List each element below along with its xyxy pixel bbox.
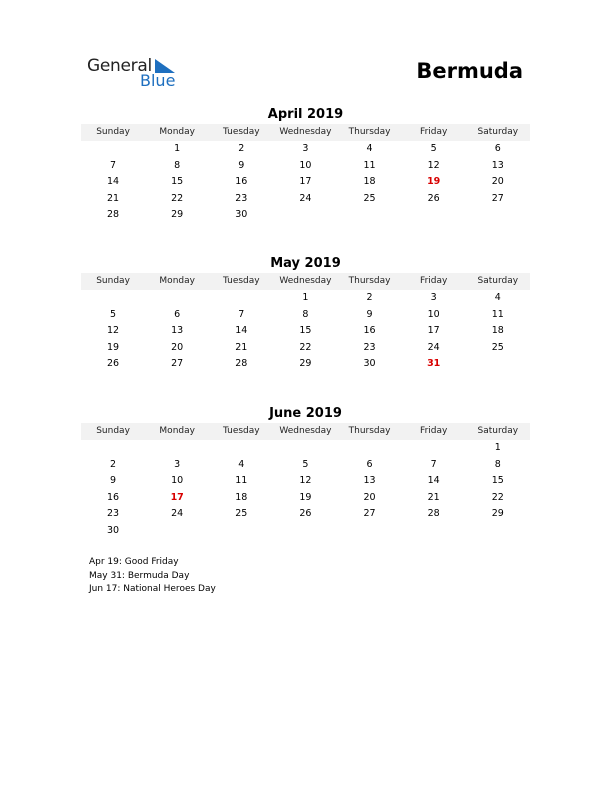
day-cell: 4 <box>494 292 501 303</box>
logo <box>87 56 187 92</box>
day-cell: 3 <box>174 458 181 470</box>
day-cell: 11 <box>363 159 376 171</box>
day-cell: 6 <box>494 143 501 154</box>
day-cell: 7 <box>430 458 437 470</box>
day-cell <box>466 523 530 540</box>
day-cell <box>81 290 145 307</box>
month-title: April 2019 <box>267 107 344 122</box>
holiday-item: Apr 19: Good Friday <box>89 557 179 567</box>
day-cell: 25 <box>363 192 376 204</box>
day-cell: 5 <box>302 458 309 470</box>
day-cell: 28 <box>107 209 120 220</box>
day-cell: 24 <box>171 508 184 519</box>
day-cell: 21 <box>235 341 248 353</box>
day-cell: 20 <box>363 491 376 503</box>
day-cell: 17 <box>427 325 440 336</box>
day-cell <box>402 207 466 224</box>
day-cell: 9 <box>366 308 373 320</box>
day-cell: 17 <box>299 176 312 187</box>
day-cell: 14 <box>427 475 440 486</box>
week-row <box>81 490 530 507</box>
day-cell <box>466 207 530 224</box>
day-cell: 5 <box>110 308 117 320</box>
day-cell: 27 <box>491 192 504 204</box>
weekday-label: Monday <box>159 276 195 286</box>
day-cell <box>273 523 337 540</box>
weekday-label: Monday <box>159 426 195 436</box>
weekday-label: Sunday <box>96 426 130 436</box>
logo-blue: Blue <box>140 71 176 90</box>
day-cell: 23 <box>363 341 376 353</box>
day-cell: 11 <box>491 308 504 320</box>
week-row <box>81 307 530 324</box>
weekday-label: Saturday <box>477 276 519 286</box>
day-cell: 7 <box>110 159 117 171</box>
week-row <box>81 191 530 208</box>
day-cell: 20 <box>491 176 504 187</box>
day-cell: 26 <box>107 358 120 369</box>
weekday-label: Saturday <box>477 127 519 137</box>
month-calendar <box>81 255 530 373</box>
day-cell: 13 <box>363 475 376 486</box>
weekday-label: Friday <box>420 426 448 436</box>
holiday-item: May 31: Bermuda Day <box>89 570 190 581</box>
day-cell <box>81 440 145 457</box>
day-cell: 12 <box>299 475 312 486</box>
day-cell <box>338 207 402 224</box>
day-cell: 1 <box>494 442 501 453</box>
day-cell: 11 <box>235 475 248 486</box>
day-cell: 15 <box>299 325 312 336</box>
weekday-label: Saturday <box>477 426 519 436</box>
month-title: June 2019 <box>269 406 342 421</box>
weekday-label: Tuesday <box>223 276 260 286</box>
day-cell: 16 <box>363 325 376 336</box>
day-cell: 23 <box>107 508 120 519</box>
day-cell <box>81 141 145 158</box>
day-cell: 10 <box>427 308 440 320</box>
month-calendar <box>81 106 530 224</box>
day-cell <box>145 440 209 457</box>
day-cell: 8 <box>174 159 181 171</box>
week-row <box>81 323 530 340</box>
country-title: Bermuda <box>416 59 523 83</box>
week-row <box>81 207 530 224</box>
week-row <box>81 158 530 175</box>
holiday-item: Jun 17: National Heroes Day <box>89 584 216 594</box>
day-cell <box>209 523 273 540</box>
day-cell: 17 <box>170 491 184 503</box>
day-cell: 24 <box>299 192 312 204</box>
day-cell: 18 <box>363 176 376 187</box>
week-row <box>81 457 530 474</box>
day-cell: 16 <box>235 176 248 187</box>
week-row <box>81 340 530 357</box>
day-cell: 8 <box>302 308 309 320</box>
day-cell: 22 <box>299 341 312 353</box>
day-cell: 16 <box>107 491 120 503</box>
day-cell: 14 <box>107 176 120 187</box>
day-cell <box>338 523 402 540</box>
weekday-header <box>81 423 530 440</box>
day-cell: 28 <box>427 508 440 519</box>
week-row <box>81 506 530 523</box>
day-cell <box>273 440 337 457</box>
day-cell <box>145 523 209 540</box>
day-cell: 9 <box>238 159 245 171</box>
day-cell: 22 <box>171 192 184 204</box>
day-cell: 6 <box>174 308 181 320</box>
weekday-label: Tuesday <box>223 426 260 436</box>
week-row <box>81 290 530 307</box>
day-cell: 7 <box>238 308 245 320</box>
day-cell <box>466 356 530 373</box>
week-row <box>81 356 530 373</box>
day-cell: 8 <box>494 458 501 470</box>
day-cell: 9 <box>110 475 117 486</box>
weekday-label: Tuesday <box>223 127 260 137</box>
day-cell: 30 <box>107 524 120 536</box>
day-cell: 21 <box>107 192 120 204</box>
week-row <box>81 141 530 158</box>
day-cell: 22 <box>491 491 504 503</box>
day-cell: 2 <box>110 458 117 470</box>
day-cell: 15 <box>491 475 504 486</box>
day-cell: 4 <box>238 458 245 470</box>
day-cell: 27 <box>171 358 184 369</box>
weekday-label: Wednesday <box>279 276 332 286</box>
weekday-label: Friday <box>420 276 448 286</box>
month-calendar <box>81 405 530 539</box>
day-cell: 31 <box>427 358 441 369</box>
day-cell <box>273 207 337 224</box>
day-cell: 3 <box>430 292 437 303</box>
weekday-header <box>81 273 530 290</box>
day-cell: 26 <box>427 192 440 204</box>
day-cell: 30 <box>235 209 248 220</box>
day-cell: 24 <box>427 341 440 353</box>
day-cell: 4 <box>366 143 373 154</box>
day-cell: 10 <box>299 159 312 171</box>
day-cell: 12 <box>427 159 440 171</box>
day-cell: 29 <box>171 209 184 220</box>
weekday-label: Monday <box>159 127 195 137</box>
day-cell <box>402 523 466 540</box>
day-cell <box>145 290 209 307</box>
day-cell: 1 <box>302 292 309 303</box>
week-row <box>81 523 530 540</box>
day-cell: 15 <box>171 176 184 187</box>
day-cell: 19 <box>299 491 312 503</box>
day-cell: 13 <box>491 159 504 171</box>
weekday-label: Thursday <box>348 276 391 286</box>
day-cell: 20 <box>171 341 184 353</box>
day-cell: 6 <box>366 458 373 470</box>
day-cell: 21 <box>427 491 440 503</box>
day-cell: 27 <box>363 508 376 519</box>
day-cell: 19 <box>427 176 441 187</box>
holiday-list <box>89 556 216 597</box>
day-cell <box>338 440 402 457</box>
day-cell: 13 <box>171 325 184 336</box>
day-cell: 12 <box>107 325 120 336</box>
day-cell: 18 <box>235 491 248 503</box>
day-cell: 2 <box>238 143 245 154</box>
weekday-label: Friday <box>420 127 448 137</box>
day-cell: 19 <box>107 341 120 353</box>
day-cell: 14 <box>235 325 248 336</box>
weekday-header <box>81 124 530 141</box>
logo-general: General <box>87 56 152 76</box>
month-title: May 2019 <box>270 256 341 271</box>
day-cell: 25 <box>235 508 248 519</box>
day-cell: 18 <box>491 325 504 336</box>
week-row <box>81 473 530 490</box>
day-cell: 23 <box>235 192 248 204</box>
day-cell <box>209 290 273 307</box>
day-cell: 3 <box>302 143 309 154</box>
week-row <box>81 440 530 457</box>
day-cell: 25 <box>491 341 504 353</box>
weekday-label: Sunday <box>96 276 130 286</box>
day-cell <box>209 440 273 457</box>
weekday-label: Sunday <box>96 127 130 137</box>
day-cell: 1 <box>174 143 181 154</box>
day-cell: 29 <box>299 358 312 369</box>
day-cell: 26 <box>299 508 312 519</box>
weekday-label: Thursday <box>348 426 391 436</box>
day-cell: 28 <box>235 358 248 369</box>
day-cell: 2 <box>366 292 373 303</box>
weekday-label: Wednesday <box>279 426 332 436</box>
week-row <box>81 174 530 191</box>
day-cell: 10 <box>171 475 184 486</box>
weekday-label: Wednesday <box>279 127 332 137</box>
day-cell: 5 <box>430 143 437 154</box>
weekday-label: Thursday <box>348 127 391 137</box>
day-cell: 30 <box>363 358 376 369</box>
day-cell <box>402 440 466 457</box>
day-cell: 29 <box>491 508 504 519</box>
